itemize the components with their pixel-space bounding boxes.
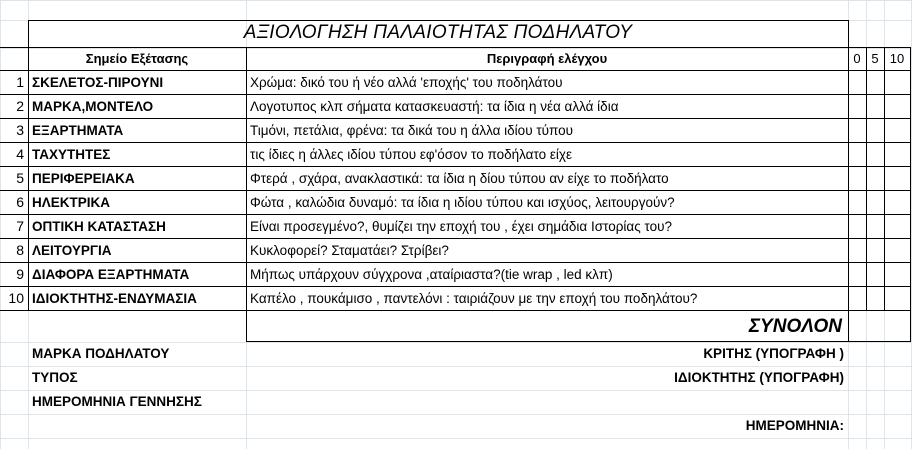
border (0, 286, 910, 287)
header-score-5: 5 (871, 51, 879, 66)
row-point: ΙΔΙΟΚΤΗΤΗΣ-ΕΝΔΥΜΑΣΙΑ (32, 291, 197, 306)
border (0, 214, 910, 215)
row-number: 9 (16, 266, 24, 282)
document-title: ΑΞΙΟΛΟΓΗΣΗ ΠΑΛΑΙΟΤΗΤΑΣ ΠΟΔΗΛΑΤΟΥ (243, 22, 633, 43)
row-description: Μήπως υπάρχουν σύγχρονα ,αταίριαστα?(tie wrap , led κλπ) (250, 267, 613, 282)
row-description: τις ίδιες η άλλες ιδίου τύπου εφ'όσον το ποδήλατο είχε (250, 147, 572, 162)
header-description: Περιγραφή ελέγχου (486, 51, 608, 66)
total-label: ΣΥΝΟΛΟΝ (748, 316, 842, 337)
row-point: ΗΛΕΚΤΡΙΚΑ (32, 195, 111, 210)
row-description: Φτερά , σχάρα, ανακλαστικά: τα ίδια η δίου τύπου αν είχε το ποδήλατο (250, 171, 669, 186)
border (884, 47, 885, 311)
border (0, 142, 910, 143)
border (0, 47, 910, 48)
row-point: ΤΑΧΥΤΗΤΕΣ (32, 147, 111, 162)
border (28, 20, 848, 21)
row-number: 8 (16, 242, 24, 258)
row-point: ΕΞΑΡΤΗΜΑΤΑ (32, 123, 124, 138)
border (0, 238, 910, 239)
row-number: 5 (16, 170, 24, 186)
footer-owner-signature: ΙΔΙΟΚΤΗΤΗΣ (ΥΠΟΓΡΑΦΗ) (674, 370, 844, 385)
row-point: ΜΑΡΚΑ,ΜΟΝΤΕΛΟ (32, 99, 154, 114)
row-description: Χρώμα: δικό του ή νέο αλλά 'εποχής' του ποδηλάτου (250, 75, 563, 90)
footer-brand: ΜΑΡΚΑ ΠΟΔΗΛΑΤΟΥ (32, 346, 170, 361)
border (0, 118, 910, 119)
row-number: 4 (16, 146, 24, 162)
row-description: Κυκλοφορεί? Σταματάει? Στρίβει? (250, 243, 449, 258)
row-description: Φώτα , καλώδια δυναμό: τα ίδια η ιδίου τύπου και ισχύος, λειτουργούν? (250, 195, 675, 210)
row-number: 10 (8, 290, 24, 306)
border (0, 190, 910, 191)
row-description: Λογοτυπος κλπ σήματα κατασκευαστή: τα ίδια η νέα αλλά ίδια (250, 99, 619, 114)
row-point: ΛΕΙΤΟΥΡΓΙΑ (32, 243, 112, 258)
border (28, 20, 29, 311)
footer-type: ΤΥΠΟΣ (32, 370, 78, 385)
gridline (0, 0, 912, 1)
row-number: 6 (16, 194, 24, 210)
row-point: ΔΙΑΦΟΡΑ ΕΞΑΡΤΗΜΑΤΑ (32, 267, 190, 282)
border (848, 20, 849, 342)
border (910, 47, 911, 342)
border (866, 47, 867, 311)
footer-judge-signature: ΚΡΙΤΗΣ (ΥΠΟΓΡΑΦΗ ) (703, 346, 844, 361)
border (0, 310, 910, 311)
row-number: 1 (16, 74, 24, 90)
row-point: ΠΕΡΙΦΕΡΕΙΑΚΑ (32, 171, 135, 186)
border (246, 341, 910, 342)
border (0, 70, 910, 71)
header-score-0: 0 (853, 51, 861, 66)
border (0, 262, 910, 263)
footer-date: ΗΜΕΡΟΜΗΝΙΑ: (745, 418, 844, 433)
header-point: Σημείο Εξέτασης (85, 51, 189, 66)
border (0, 166, 910, 167)
header-score-10: 10 (889, 51, 905, 66)
row-description: Είναι προσεγμένο?, θυμίζει την εποχή του , έχει σημάδια Ιστορίας του? (250, 219, 673, 234)
row-number: 2 (16, 98, 24, 114)
row-number: 7 (16, 218, 24, 234)
row-point: ΟΠΤΙΚΗ ΚΑΤΑΣΤΑΣΗ (32, 219, 166, 234)
border (0, 94, 910, 95)
border (246, 47, 247, 342)
row-number: 3 (16, 122, 24, 138)
gridline (0, 438, 912, 439)
row-description: Καπέλο , πουκάμισο , παντελόνι : ταιριάζουν με την εποχή του ποδηλάτου? (250, 291, 698, 306)
footer-birth-date: ΗΜΕΡΟΜΗΝΙΑ ΓΕΝΝΗΣΗΣ (32, 394, 202, 409)
row-point: ΣΚΕΛΕΤΟΣ-ΠΙΡΟΥΝΙ (32, 75, 164, 90)
row-description: Τιμόνι, πετάλια, φρένα: τα δικά του η άλλα ιδίου τύπου (250, 123, 574, 138)
